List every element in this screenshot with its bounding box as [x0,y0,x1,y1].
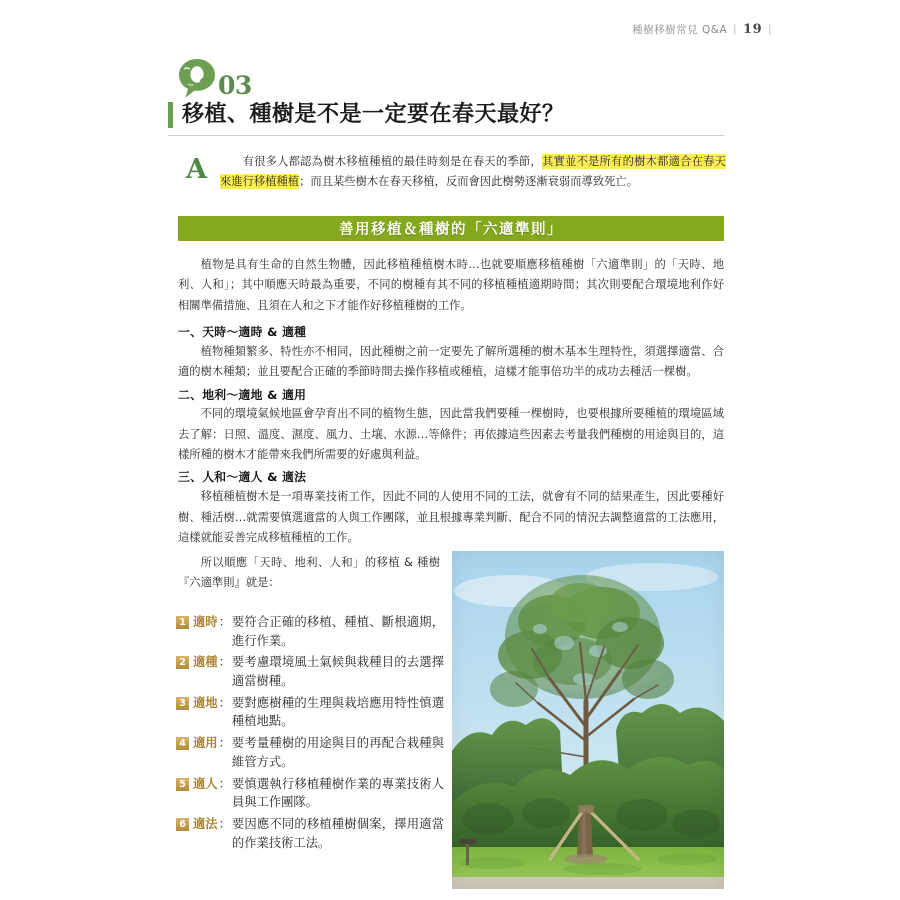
list-item-label: 適用 [193,736,218,751]
running-header-separator-end: | [768,24,772,35]
list-item-colon: ： [218,736,231,751]
list-item [176,775,444,812]
list-item-colon: ： [218,776,231,791]
section-body-1: 植物種類繁多、特性亦不相同，因此種樹之前一定要先了解所選種的樹木基本生理特性，須選擇適當、合適的樹木種類；並且要配合正確的季節時間去操作移植或種植，這樣才能事倍功半的成功去種活一棵樹。 [178,344,724,379]
list-item-text: 要考量種樹的用途與目的再配合栽種與維管方式。 [231,736,444,769]
running-header-title: 種樹移樹常見 Q&A [632,24,728,36]
question-badge [176,56,252,100]
section-banner-text: 善用移植＆種樹的「六適準則」 [339,222,563,238]
rules-list [176,613,444,855]
list-item-colon: ： [218,816,231,831]
list-item [176,734,444,771]
section-banner [178,216,724,241]
list-item-colon: ： [218,615,231,629]
list-item-colon: ： [218,655,231,670]
speech-bubble-q-icon [176,56,220,100]
list-item [176,613,444,650]
question-title-row [168,100,565,130]
list-item-text: 要慎選執行移植種樹作業的專業技術人員與工作團隊。 [231,776,444,810]
answer-text-part1: 有很多人都認為樹木移植種植的最佳時刻是在春天的季節， [242,155,542,168]
list-item-text: 要對應樹種的生理與栽培應用特性慎選種植地點。 [231,695,444,729]
running-header-separator: | [733,24,738,35]
list-item-number: 4 [176,737,189,750]
list-item-text: 要符合正確的移植、種植、斷根適期，進行作業。 [231,615,444,648]
section-heading-1: 一、天時～適時 & 適種 [178,324,307,339]
section-body-2: 不同的環境氣候地區會孕育出不同的植物生態，因此當我們要種一棵樹時，也要根據所要種植的環境區域去了解：日照、溫度、濕度、風力、土壤、水源…等條件；再依據這些因素去考量我們種樹的用途與目的，這樣所種的樹木才能帶來我們所需要的好處與利益。 [178,407,724,462]
list-item [176,694,444,731]
answer-text [220,152,726,192]
list-item [176,815,444,852]
answer-highlight: 其實並不是所有的樹木都適合在春天來進行移植種植 [220,155,726,189]
page-number: 19 [743,22,763,37]
lead-in-paragraph: 所以順應「天時、地利、人和」的移植 & 種樹『六適準則』就是： [178,556,440,590]
list-item-label: 適種 [193,655,218,670]
section-heading-2: 二、地利～適地 & 適用 [178,387,307,402]
running-header [632,22,772,37]
list-item-text: 要因應不同的移植種樹個案，擇用適當的作業技術工法。 [231,816,444,850]
intro-paragraph: 植物是具有生命的自然生物體，因此移植種植樹木時…也就要順應移植種樹「六適準則」的「天時、地利、人和」；其中順應天時最為重要，不同的樹種有其不同的移植種植適期時間；其次則要配合環境地利作好相關準備措施、且須在人和之下才能作好移植種樹的工作。 [178,258,724,312]
question-title: 移植、種樹是不是一定要在春天最好？ [182,102,565,127]
answer-text-part2: ；而且某些樹木在春天移植，反而會因此樹勢逐漸衰弱而導致死亡。 [299,175,639,189]
list-item-number: 5 [176,778,189,791]
title-divider [168,135,724,136]
list-item-label: 適法 [193,816,218,831]
answer-block [186,152,726,192]
section-body-3: 移植種植樹木是一項專業技術工作，因此不同的人使用不同的工法，就會有不同的結果產生，因此要種好樹、種活樹…就需要慎選適當的人與工作團隊，並且根據專業判斷、配合不同的情況去調整適當的工法應用，這樣就能妥善完成移植種植的工作。 [178,490,724,544]
title-accent-bar [168,102,173,128]
list-item-label: 適時 [193,615,218,629]
list-item-number: 1 [176,616,189,629]
list-item-label: 適地 [193,695,218,710]
body-column [178,255,724,551]
list-item-number: 3 [176,697,189,710]
list-item-text: 要考慮環境風土氣候與栽種目的去選擇適當樹種。 [231,655,444,689]
section-heading-3: 三、人和～適人 & 適法 [178,470,307,485]
list-item-label: 適人 [193,776,218,791]
list-item-colon: ： [218,695,231,710]
list-item [176,653,444,690]
list-item-number: 6 [176,818,189,831]
list-item-number: 2 [176,656,189,669]
tree-photograph [452,551,724,889]
answer-marker: A [186,154,207,185]
question-number: 03 [218,71,252,100]
